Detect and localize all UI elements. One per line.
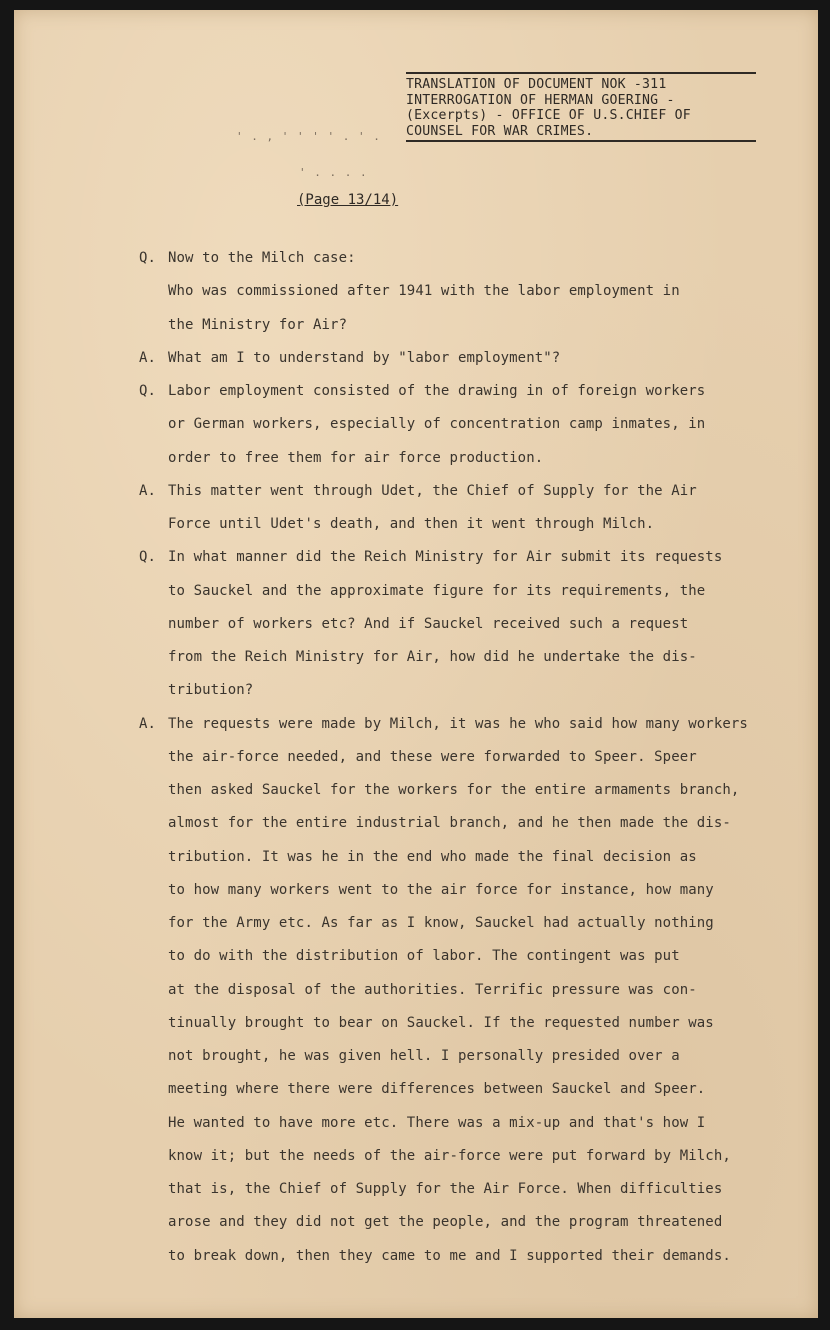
text-row <box>139 774 779 807</box>
row-text: to do with the distribution of labor. The contingent was put <box>168 948 680 965</box>
text-row <box>139 541 779 574</box>
interrogation-text <box>139 242 779 1273</box>
text-row <box>139 242 779 275</box>
header-line: TRANSLATION OF DOCUMENT NOK -311 <box>406 77 667 92</box>
header-line: COUNSEL FOR WAR CRIMES. <box>406 124 756 143</box>
stray-marks: ' . , ' ' ' ' . ' . <box>236 130 381 143</box>
row-text: order to free them for air force production. <box>168 449 544 466</box>
text-row <box>139 741 779 774</box>
row-text: arose and they did not get the people, and the program threatened <box>168 1214 723 1231</box>
row-text: He wanted to have more etc. There was a mix-up and that's how I <box>168 1114 706 1131</box>
row-text: almost for the entire industrial branch, and he then made the dis- <box>168 815 731 832</box>
text-row <box>139 1140 779 1173</box>
row-text: to how many workers went to the air force for instance, how many <box>168 881 714 898</box>
row-text: meeting where there were differences between Sauckel and Speer. <box>168 1081 706 1098</box>
row-text: In what manner did the Reich Ministry for Air submit its requests <box>168 549 723 566</box>
row-text: The requests were made by Milch, it was he who said how many workers <box>168 715 748 732</box>
text-row <box>139 575 779 608</box>
text-row <box>139 907 779 940</box>
text-row <box>139 508 779 541</box>
row-text: the air-force needed, and these were forwarded to Speer. Speer <box>168 748 697 765</box>
row-text: to break down, then they came to me and I supported their demands. <box>168 1247 731 1264</box>
text-row <box>139 1073 779 1106</box>
row-text: not brought, he was given hell. I personally presided over a <box>168 1048 680 1064</box>
row-text: This matter went through Udet, the Chief of Supply for the Air <box>168 482 697 499</box>
text-row <box>139 375 779 408</box>
speaker-label: Q. <box>139 250 157 266</box>
row-text: tribution. It was he in the end who made the final decision as <box>168 848 697 865</box>
text-row <box>139 1206 779 1239</box>
speaker-label: Q. <box>139 383 157 399</box>
stray-marks: ' . . . . <box>299 166 368 179</box>
row-text: Force until Udet's death, and then it went through Milch. <box>168 516 655 532</box>
text-row <box>139 1107 779 1140</box>
text-row <box>139 342 779 375</box>
row-text: at the disposal of the authorities. Terrific pressure was con- <box>168 981 697 998</box>
text-row <box>139 275 779 308</box>
text-row <box>139 674 779 707</box>
speaker-label: Q. <box>139 549 157 566</box>
row-text: Who was commissioned after 1941 with the labor employment in <box>168 283 680 300</box>
row-text: to Sauckel and the approximate figure for its requirements, the <box>168 582 706 599</box>
row-text: What am I to understand by "labor employment"? <box>168 349 561 366</box>
row-text: then asked Sauckel for the workers for the entire armaments branch, <box>168 782 740 798</box>
text-row <box>139 641 779 674</box>
text-row <box>139 841 779 874</box>
row-text: know it; but the needs of the air-force were put forward by Milch, <box>168 1147 731 1164</box>
text-row <box>139 1040 779 1073</box>
speaker-label: A. <box>139 349 157 366</box>
row-text: tribution? <box>168 682 254 699</box>
row-text: tinually brought to bear on Sauckel. If the requested number was <box>168 1014 714 1031</box>
row-text: that is, the Chief of Supply for the Air Force. When difficulties <box>168 1181 723 1197</box>
text-row <box>139 708 779 741</box>
speaker-label: A. <box>139 715 157 732</box>
header-line: INTERROGATION OF HERMAN GOERING - <box>406 92 675 108</box>
text-row <box>139 309 779 342</box>
text-row <box>139 974 779 1007</box>
row-text: the Ministry for Air? <box>168 316 348 333</box>
row-text: Now to the Milch case: <box>168 250 356 266</box>
speaker-label: A. <box>139 482 157 499</box>
row-text: number of workers etc? And if Sauckel received such a request <box>168 615 689 632</box>
text-row <box>139 1173 779 1206</box>
row-text: for the Army etc. As far as I know, Sauckel had actually nothing <box>168 915 714 931</box>
header-line: (Excerpts) - OFFICE OF U.S.CHIEF OF <box>406 108 691 124</box>
document-page <box>14 10 818 1318</box>
text-row <box>139 1007 779 1040</box>
text-row <box>139 442 779 475</box>
text-row <box>139 475 779 508</box>
text-row <box>139 940 779 973</box>
text-row <box>139 874 779 907</box>
text-row <box>139 807 779 840</box>
text-row <box>139 408 779 441</box>
row-text: from the Reich Ministry for Air, how did he undertake the dis- <box>168 649 697 665</box>
text-row <box>139 1240 779 1273</box>
translation-header <box>406 72 756 142</box>
row-text: Labor employment consisted of the drawing in of foreign workers <box>168 383 706 399</box>
page-number: (Page 13/14) <box>297 192 399 208</box>
text-row <box>139 608 779 641</box>
row-text: or German workers, especially of concentration camp inmates, in <box>168 416 706 433</box>
